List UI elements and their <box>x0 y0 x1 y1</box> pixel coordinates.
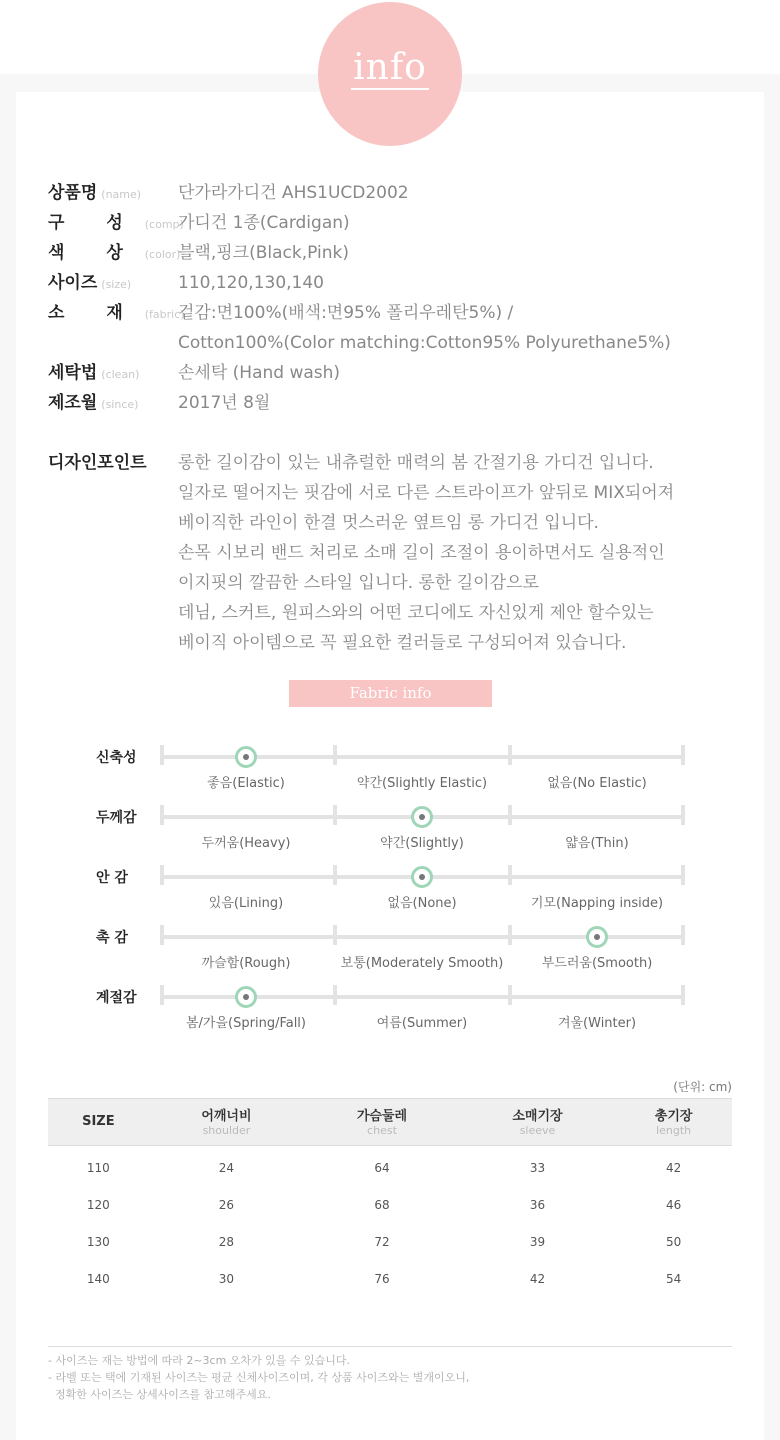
design-line: 이지핏의 깔끔한 스타일 입니다. 롱한 길이감으로 <box>178 573 539 593</box>
fabric-scale-marker <box>235 746 257 768</box>
fabric-scale-tick <box>681 805 685 825</box>
fabric-scale-option: 좋음(Elastic) <box>207 776 285 791</box>
design-line: 데님, 스커트, 원피스와의 어떤 코디에도 자신있게 제안 할수있는 <box>178 603 654 623</box>
design-line: 손목 시보리 밴드 처리로 소매 길이 조절이 용이하면서도 실용적인 <box>178 543 665 563</box>
spec-value: 110,120,130,140 <box>178 273 325 293</box>
table-cell: 24 <box>218 1160 235 1175</box>
fabric-scale-tick <box>333 805 337 825</box>
spec-value: 겉감:면100%(배색:면95% 폴리우레탄5%) / <box>178 303 514 323</box>
spec-value: 가디건 1종(Cardigan) <box>178 213 350 233</box>
fabric-scale-tick <box>160 985 164 1005</box>
fabric-info-title: Fabric info <box>289 680 492 707</box>
product-spec-list <box>48 178 748 418</box>
table-cell: 46 <box>665 1197 682 1212</box>
fabric-scale-tick <box>333 925 337 945</box>
spec-label-en: (clean) <box>101 368 140 381</box>
design-line: 베이직한 라인이 한결 멋스러운 옆트임 롱 가디건 입니다. <box>178 513 599 533</box>
spec-row-comp <box>48 208 748 238</box>
spec-label: 색 상 <box>48 243 141 263</box>
table-cell: 120 <box>86 1197 110 1212</box>
table-cell: 54 <box>665 1271 682 1286</box>
spec-label-en: (fabric) <box>144 308 185 321</box>
design-line: 롱한 길이감이 있는 내츄럴한 매력의 봄 간절기용 가디건 입니다. <box>178 453 654 473</box>
fabric-scale-tick <box>333 865 337 885</box>
spec-label-en: (comp) <box>144 218 184 231</box>
fabric-scale-marker <box>411 806 433 828</box>
spec-row-since <box>48 388 748 418</box>
spec-label-en: (since) <box>101 398 139 411</box>
table-cell: 42 <box>665 1160 682 1175</box>
spec-label-en: (color) <box>144 248 181 261</box>
spec-row-clean <box>48 358 748 388</box>
spec-label: 상품명 <box>48 183 98 203</box>
spec-label: 세탁법 <box>48 363 98 383</box>
design-point-text <box>178 448 674 658</box>
table-row <box>48 1146 732 1187</box>
spec-row-fabric <box>48 298 748 328</box>
fabric-scale-option: 겨울(Winter) <box>557 1016 637 1031</box>
size-table-header <box>48 1099 732 1146</box>
fabric-scale-tick <box>508 745 512 765</box>
fabric-scale-tick <box>333 985 337 1005</box>
spec-label: 사이즈 <box>48 273 98 293</box>
design-point-label: 디자인포인트 <box>48 453 147 473</box>
fabric-scale-option: 까슬함(Rough) <box>201 956 291 971</box>
table-cell: 130 <box>86 1234 110 1249</box>
fabric-scale-tick <box>681 985 685 1005</box>
length-header: 총기장 length <box>615 1099 732 1146</box>
fabric-scale-marker <box>411 866 433 888</box>
note-line: 정확한 사이즈는 상세사이즈를 참고해주세요. <box>48 1388 271 1401</box>
fabric-scale-option: 약간(Slightly Elastic) <box>356 776 488 791</box>
table-cell: 28 <box>218 1234 235 1249</box>
shoulder-header: 어깨너비 shoulder <box>149 1099 305 1146</box>
spec-label-en: (size) <box>101 278 132 291</box>
fabric-scale-option: 약간(Slightly) <box>380 836 464 851</box>
fabric-scale-tick <box>160 745 164 765</box>
design-point-section <box>48 448 748 658</box>
spec-label-en: (name) <box>101 188 142 201</box>
size-table <box>48 1098 732 1297</box>
spec-label: 소 재 <box>48 303 141 323</box>
table-cell: 36 <box>529 1197 546 1212</box>
fabric-scale-tick <box>160 865 164 885</box>
fabric-scale-marker <box>235 986 257 1008</box>
fabric-scale-tick <box>508 985 512 1005</box>
fabric-scale-label: 신축성 <box>96 750 137 766</box>
fabric-scale-option: 있음(Lining) <box>208 896 284 911</box>
spec-row-size <box>48 268 748 298</box>
fabric-scale-label: 두께감 <box>96 810 137 826</box>
fabric-scale-tick <box>160 925 164 945</box>
fabric-scale-option: 봄/가을(Spring/Fall) <box>185 1016 307 1031</box>
table-row <box>48 1260 732 1297</box>
fabric-scale-tick <box>508 925 512 945</box>
table-cell: 50 <box>665 1234 682 1249</box>
table-cell: 33 <box>529 1160 546 1175</box>
fabric-scale-option: 두꺼움(Heavy) <box>201 836 291 851</box>
fabric-scale-tick <box>681 745 685 765</box>
note-line: - 라벨 또는 택에 기재된 사이즈는 평균 신체사이즈이며, 각 상품 사이즈와는 별개이오니, <box>48 1371 470 1384</box>
table-cell: 72 <box>374 1234 390 1249</box>
fabric-scale-option: 없음(No Elastic) <box>547 776 647 791</box>
fabric-scale-marker <box>586 926 608 948</box>
info-badge-text: info <box>353 47 427 88</box>
table-row <box>48 1186 732 1223</box>
size-notes <box>48 1352 469 1403</box>
spec-label: 구 성 <box>48 213 141 233</box>
table-row <box>48 1223 732 1260</box>
table-cell: 68 <box>374 1197 390 1212</box>
table-cell: 30 <box>218 1271 235 1286</box>
unit-label: (단위: cm) <box>673 1080 732 1094</box>
table-cell: 64 <box>374 1160 390 1175</box>
spec-value: 손세탁 (Hand wash) <box>178 363 341 383</box>
note-line: - 사이즈는 재는 방법에 따라 2~3cm 오차가 있을 수 있습니다. <box>48 1354 351 1367</box>
sleeve-header: 소매기장 sleeve <box>460 1099 616 1146</box>
design-line: 일자로 떨어지는 핏감에 서로 다른 스트라이프가 앞뒤로 MIX되어져 <box>178 483 675 503</box>
fabric-scale-option: 얇음(Thin) <box>565 836 629 851</box>
spec-row-fabric-cont <box>48 328 748 358</box>
spec-row-color <box>48 238 748 268</box>
fabric-scale-option: 여름(Summer) <box>376 1016 468 1031</box>
fabric-scale-tick <box>681 925 685 945</box>
info-badge <box>318 2 462 146</box>
footer-divider <box>48 1346 732 1347</box>
fabric-scale-option: 기모(Napping inside) <box>530 896 664 911</box>
spec-value: 2017년 8월 <box>178 393 271 413</box>
fabric-scale-row <box>0 990 780 1057</box>
fabric-scale-option: 없음(None) <box>387 896 457 911</box>
spec-value: Cotton100%(Color matching:Cotton95% Polyurethane5%) <box>178 333 671 353</box>
table-cell: 26 <box>218 1197 235 1212</box>
table-cell: 42 <box>529 1271 546 1286</box>
table-cell: 76 <box>374 1271 390 1286</box>
fabric-scale-option: 보통(Moderately Smooth) <box>340 956 504 971</box>
fabric-scale-tick <box>333 745 337 765</box>
design-line: 베이직 아이템으로 꼭 필요한 컬러들로 구성되어져 있습니다. <box>178 633 627 653</box>
spec-row-name <box>48 178 748 208</box>
fabric-scale-option: 부드러움(Smooth) <box>541 956 653 971</box>
size-header: SIZE <box>48 1099 149 1146</box>
fabric-scale-tick <box>160 805 164 825</box>
spec-value: 단가라가디건 AHS1UCD2002 <box>178 183 409 203</box>
fabric-scale-label: 계절감 <box>96 990 137 1006</box>
chest-header: 가슴둘레 chest <box>304 1099 460 1146</box>
fabric-scale-tick <box>508 865 512 885</box>
spec-label: 제조월 <box>48 393 98 413</box>
table-cell: 140 <box>86 1271 110 1286</box>
fabric-scale-label: 촉 감 <box>96 930 128 946</box>
fabric-scale-label: 안 감 <box>96 870 128 886</box>
table-cell: 110 <box>86 1160 110 1175</box>
fabric-scale-tick <box>681 865 685 885</box>
fabric-scale-tick <box>508 805 512 825</box>
table-cell: 39 <box>529 1234 546 1249</box>
spec-value: 블랙,핑크(Black,Pink) <box>178 243 349 263</box>
